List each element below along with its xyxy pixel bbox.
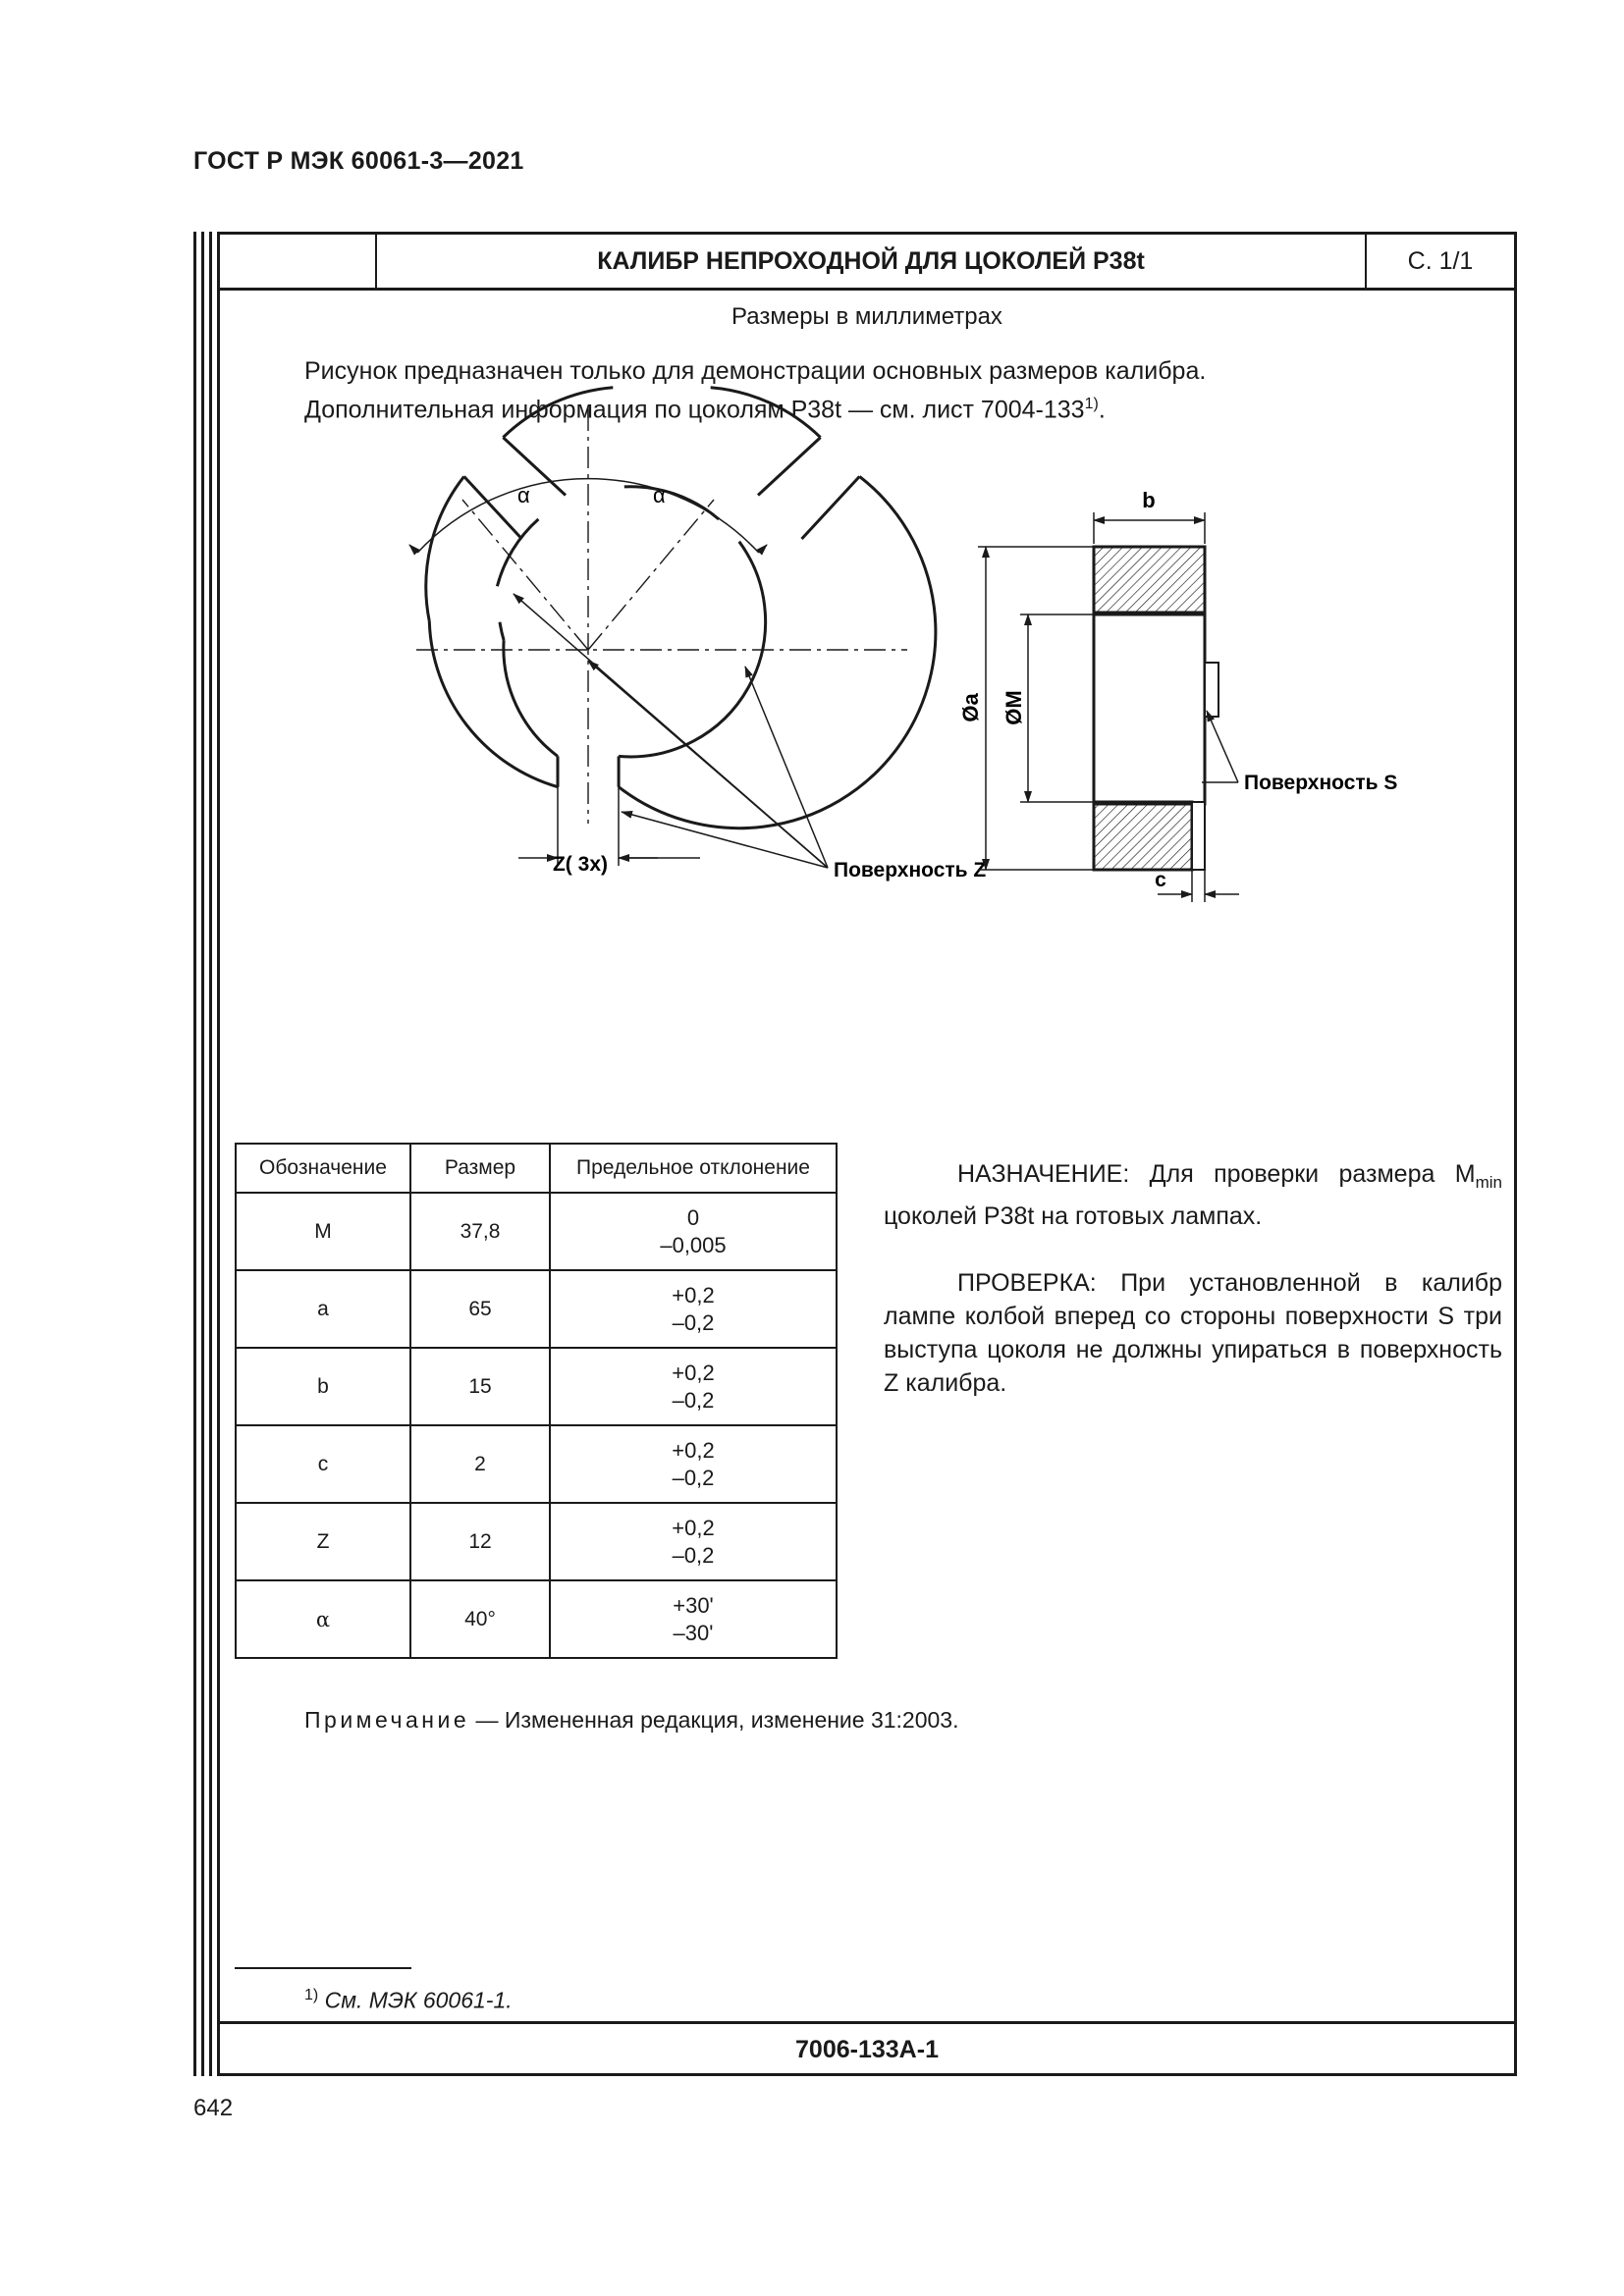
description	[884, 1157, 1502, 1433]
page-number: 642	[193, 2095, 234, 2121]
check-paragraph: ПРОВЕРКА: При установленной в калибр лампе колбой вперед со стороны поверхности S три выступа цоколя не должны упираться в поверхность Z калибра.	[884, 1269, 1502, 1397]
cell-tolerance: 0 –0,005	[550, 1193, 837, 1270]
surface-s-label: Поверхность S	[1244, 772, 1398, 794]
header-tolerance: Предельное отклонение	[550, 1144, 837, 1193]
alpha-left-label: α	[517, 483, 530, 507]
sheet-code-row	[220, 2021, 1514, 2076]
sheet-code: 7006-133A-1	[795, 2036, 939, 2063]
dia-a-label: Øa	[958, 693, 983, 722]
center-lines	[416, 409, 907, 824]
cell-tolerance: +0,2 –0,2	[550, 1503, 837, 1580]
margin-line	[201, 232, 204, 2076]
c-label: c	[1155, 869, 1166, 891]
slot-upper-right	[758, 438, 859, 539]
intro-line-1: Рисунок предназначен только для демонстрации основных размеров калибра.	[304, 357, 1207, 385]
table-row	[236, 1193, 837, 1270]
units-note: Размеры в миллиметрах	[731, 303, 1002, 330]
footnote-text: См. МЭК 60061-1.	[318, 1987, 513, 2013]
margin-line	[209, 232, 212, 2076]
document-header: ГОСТ Р МЭК 60061-3—2021	[193, 147, 524, 175]
table-row	[236, 1270, 837, 1348]
dia-m-label: ØM	[1001, 690, 1026, 725]
cell-tolerance: +0,2 –0,2	[550, 1425, 837, 1503]
purpose-subscript: min	[1475, 1173, 1502, 1192]
cell-symbol: α	[236, 1580, 410, 1658]
cell-symbol: b	[236, 1348, 410, 1425]
cell-size: 40°	[410, 1580, 550, 1658]
b-label: b	[1142, 488, 1156, 512]
footnote-ref: 1)	[1084, 396, 1099, 412]
gauge-drawing	[220, 235, 1514, 1118]
inner-circle	[497, 487, 765, 757]
alpha-right-label: α	[653, 483, 666, 507]
surface-z-label: Поверхность Z	[834, 859, 987, 881]
intro-line-2: Дополнительная информация по цоколям P38t — см. лист 7004-133$^{1)}$.	[304, 396, 1106, 424]
cell-size: 12	[410, 1503, 550, 1580]
cell-symbol: a	[236, 1270, 410, 1348]
footnote-mark: 1)	[304, 1987, 319, 2003]
header-size: Размер	[410, 1144, 550, 1193]
cell-size: 2	[410, 1425, 550, 1503]
cell-tolerance: +30' –30'	[550, 1580, 837, 1658]
cell-tolerance: +0,2 –0,2	[550, 1270, 837, 1348]
note-label: Примечание	[304, 1707, 470, 1733]
cell-size: 15	[410, 1348, 550, 1425]
note	[304, 1707, 959, 1734]
purpose-paragraph: НАЗНАЧЕНИЕ: Для проверки размера $M_{min}$ цоколей P38t на готовых лампах.	[884, 1160, 1502, 1230]
sheet-number: С. 1/1	[1407, 247, 1474, 275]
table-row	[236, 1580, 837, 1658]
cell-size: 37,8	[410, 1193, 550, 1270]
table-header-row	[236, 1144, 837, 1193]
cell-size: 65	[410, 1270, 550, 1348]
table-row	[236, 1503, 837, 1580]
sheet-title: КАЛИБР НЕПРОХОДНОЙ ДЛЯ ЦОКОЛЕЙ P38t	[597, 247, 1145, 275]
cell-symbol: c	[236, 1425, 410, 1503]
dimensions-table	[235, 1143, 838, 1659]
footnote-rule	[235, 1967, 411, 1969]
cell-tolerance: +0,2 –0,2	[550, 1348, 837, 1425]
cell-symbol: M	[236, 1193, 410, 1270]
note-text: — Измененная редакция, изменение 31:2003.	[469, 1707, 959, 1733]
table-row	[236, 1348, 837, 1425]
cell-symbol: Z	[236, 1503, 410, 1580]
outer-circle	[426, 388, 936, 828]
slot-upper-left	[464, 438, 566, 539]
header-symbol: Обозначение	[236, 1144, 410, 1193]
table-row	[236, 1425, 837, 1503]
z3x-label: Z( 3x)	[552, 853, 609, 876]
footnote	[304, 1987, 513, 2014]
data-sheet	[217, 232, 1517, 2076]
margin-line	[193, 232, 196, 2076]
front-view	[409, 388, 936, 868]
